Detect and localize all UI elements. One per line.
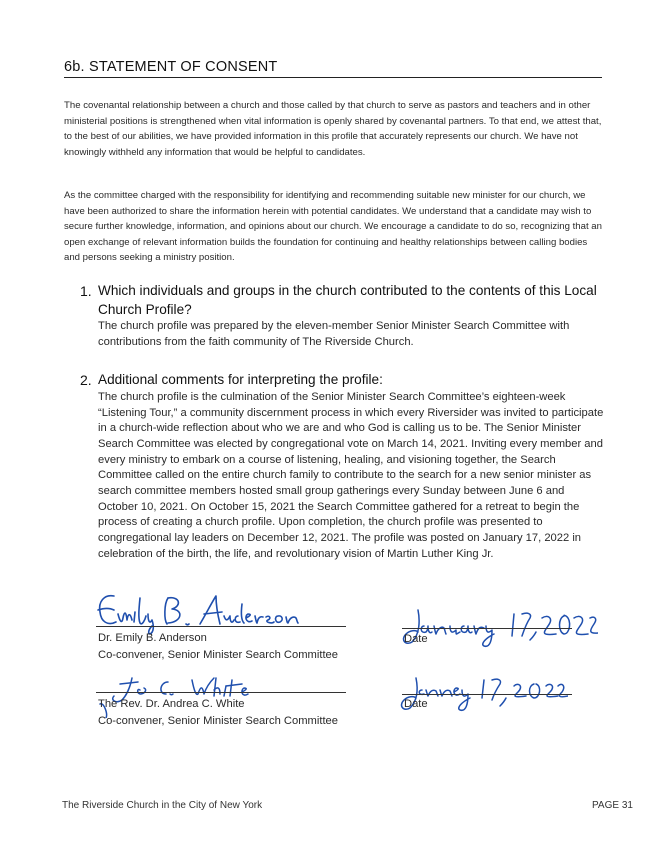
intro-paragraph-1: The covenantal relationship between a church and those called by that church to serve as pastors and teachers and in other ministerial positions is strengthened when vital information is openly shared by covenantal partners. To that end, we attest that, to the best of our abilities, we have provided information in this profile that accurately represents our church. We have not knowingly withheld any information that would be helpful to candidates. (64, 100, 602, 158)
signer-2-name: The Rev. Dr. Andrea C. White (98, 698, 245, 710)
question-2-title: Additional comments for interpreting the profile: (98, 372, 383, 387)
signer-2-role: Co-convener, Senior Minister Search Committee (98, 715, 339, 727)
date-label-1: Date (404, 633, 428, 645)
signer-1-role: Co-convener, Senior Minister Search Committee (98, 649, 339, 661)
date-line-2 (402, 694, 572, 695)
handwritten-signature-anderson (92, 590, 332, 636)
question-2-answer: The church profile is the culmination of the Senior Minister Search Committee’s eighteen-week “Listening Tour,” a community discernment process in which every Riversider was invited to participate in a church-wide reflection about who we are and who God is calling us to be. The Senior Minister Search Committee was elected by congregational vote on March 14, 2021. Inviting every member and every ministry to embark on a course of listening, healing, and visioning together, the Search Committee called on the entire church family to contribute to the search for a new senior minister as search committee members hosted small group gatherings every Sunday between June 6 and October 10, 2021. On October 15, 2021 the Search Committee gathered for a retreat to begin the process of creating a church profile. Upon completion, the church profile was presented to congregational lay leaders on December 12, 2021. The profile was posted on January 17, 2022 in celebration of the birth, the life, and revolutionary vision of Martin Luther King Jr. (98, 391, 604, 560)
question-1-number: 1. (80, 283, 92, 299)
footer-page-number: PAGE 31 (592, 800, 633, 811)
section-title: 6b. STATEMENT OF CONSENT (64, 59, 602, 78)
question-2-number: 2. (80, 372, 92, 388)
date-label-2: Date (404, 698, 428, 710)
footer-church-name: The Riverside Church in the City of New York (62, 800, 263, 811)
signature-line-2 (96, 692, 346, 693)
date-line-1 (402, 628, 572, 629)
signer-1-name: Dr. Emily B. Anderson (98, 632, 207, 644)
signature-line-1 (96, 626, 346, 627)
handwritten-date-1 (398, 604, 598, 650)
question-1-title: Which individuals and groups in the church contributed to the contents of this Local Church Profile? (98, 283, 597, 317)
intro-paragraph-2: As the committee charged with the responsibility for identifying and recommending suitable new minister for our church, we have been authorized to share the information herein with potential candidates. We understand that a candidate may wish to secure further knowledge, information, and opinions about our church. We encourage a candidate to do so, recognizing that an open exchange of relevant information builds the foundation for continuing and healthy relationships between calling bodies and persons seeking a ministry position. (64, 190, 602, 264)
question-1-answer: The church profile was prepared by the eleven-member Senior Minister Search Committee with contributions from the faith community of The Riverside Church. (98, 320, 570, 348)
